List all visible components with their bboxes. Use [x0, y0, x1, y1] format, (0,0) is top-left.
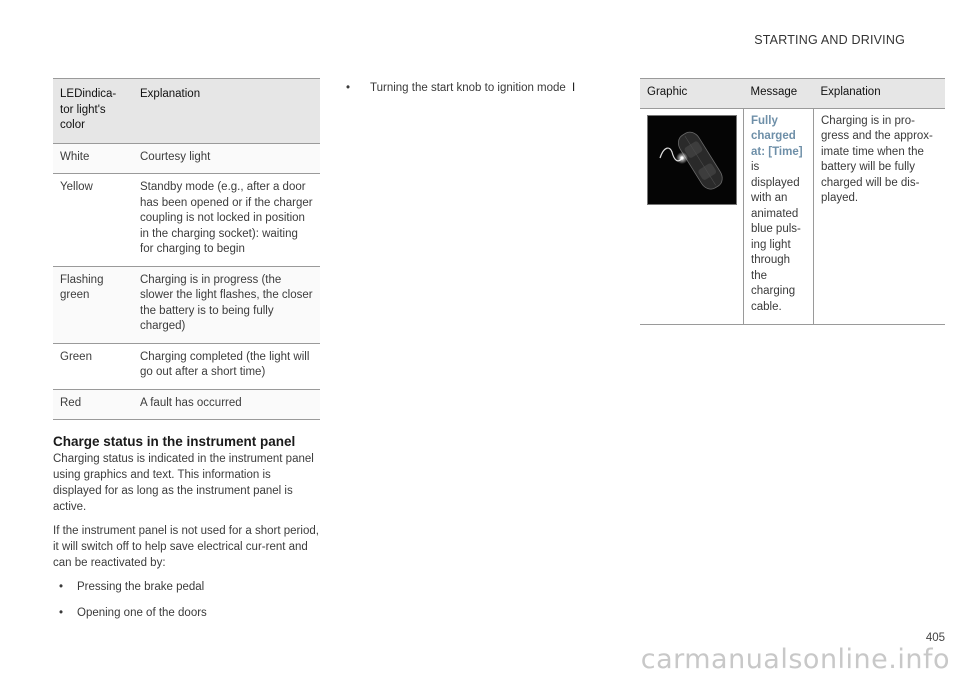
- body-paragraph: Charging status is indicated in the instrument panel using graphics and text. This information is displayed for as long as the instrument panel is active.: [53, 453, 314, 513]
- page-number: 405: [925, 632, 945, 644]
- list-item-text: Opening one of the doors: [77, 607, 207, 619]
- table-row: [640, 108, 945, 325]
- list-item: [53, 605, 320, 621]
- section-title: Charge status in the instrument panel: [53, 434, 296, 449]
- table-cell: Green: [53, 343, 133, 389]
- right-column: [640, 78, 945, 325]
- led-color-table: [53, 78, 320, 420]
- middle-column: [340, 80, 600, 106]
- table-cell: Charging completed (the light will go out after a short time): [133, 343, 320, 389]
- table-row: [53, 174, 320, 267]
- table-cell: Flashing green: [53, 266, 133, 343]
- bullet-icon: •: [346, 82, 351, 94]
- left-column: [53, 78, 320, 631]
- list-item: [53, 579, 320, 595]
- table-cell: Charging is in pro-gress and the approx-imate time when the battery will be fully charged will be dis-played.: [814, 108, 946, 325]
- bullet-icon: •: [59, 581, 64, 593]
- list-item: [340, 80, 600, 96]
- bullet-list: [53, 579, 320, 621]
- ignition-mode-label: I: [572, 82, 576, 94]
- bullet-list: [340, 80, 600, 96]
- column-header: Explanation: [814, 79, 946, 109]
- table-cell: White: [53, 143, 133, 174]
- table-cell: Courtesy light: [133, 143, 320, 174]
- table-cell: Standby mode (e.g., after a door has been opened or if the charger coupling is not locked in position in the charging socket): waiting for charging to begin: [133, 174, 320, 267]
- table-row: [53, 389, 320, 420]
- table-cell: [744, 108, 814, 325]
- car-charging-topview-icon: [647, 115, 737, 205]
- table-cell: Charging is in progress (the slower the light flashes, the closer the battery is to being fully charged): [133, 266, 320, 343]
- column-header: Explanation: [133, 79, 320, 144]
- message-text: is displayed with an animated blue puls-ing light through the charging cable.: [751, 161, 801, 313]
- watermark-text: carmanualsonline.info: [640, 644, 950, 675]
- column-header: LEDindica- tor light's color: [53, 79, 133, 144]
- table-header-row: [640, 79, 945, 109]
- table-cell: Red: [53, 389, 133, 420]
- table-cell: [640, 108, 744, 325]
- column-header: Message: [744, 79, 814, 109]
- table-cell: Yellow: [53, 174, 133, 267]
- table-cell: A fault has occurred: [133, 389, 320, 420]
- message-table: [640, 78, 945, 325]
- table-row: [53, 266, 320, 343]
- table-row: [53, 343, 320, 389]
- list-item-text: Turning the start knob to ignition mode: [370, 82, 566, 94]
- table-header-row: [53, 79, 320, 144]
- bullet-icon: •: [59, 607, 64, 619]
- table-row: [53, 143, 320, 174]
- message-highlight: Fully charged at: [Time]: [751, 114, 803, 158]
- list-item-text: Pressing the brake pedal: [77, 581, 205, 593]
- body-paragraph: If the instrument panel is not used for a short period, it will switch off to help save electrical cur-rent and can be reactivated by:: [53, 525, 319, 569]
- column-header: Graphic: [640, 79, 744, 109]
- page-header: STARTING AND DRIVING: [754, 33, 905, 47]
